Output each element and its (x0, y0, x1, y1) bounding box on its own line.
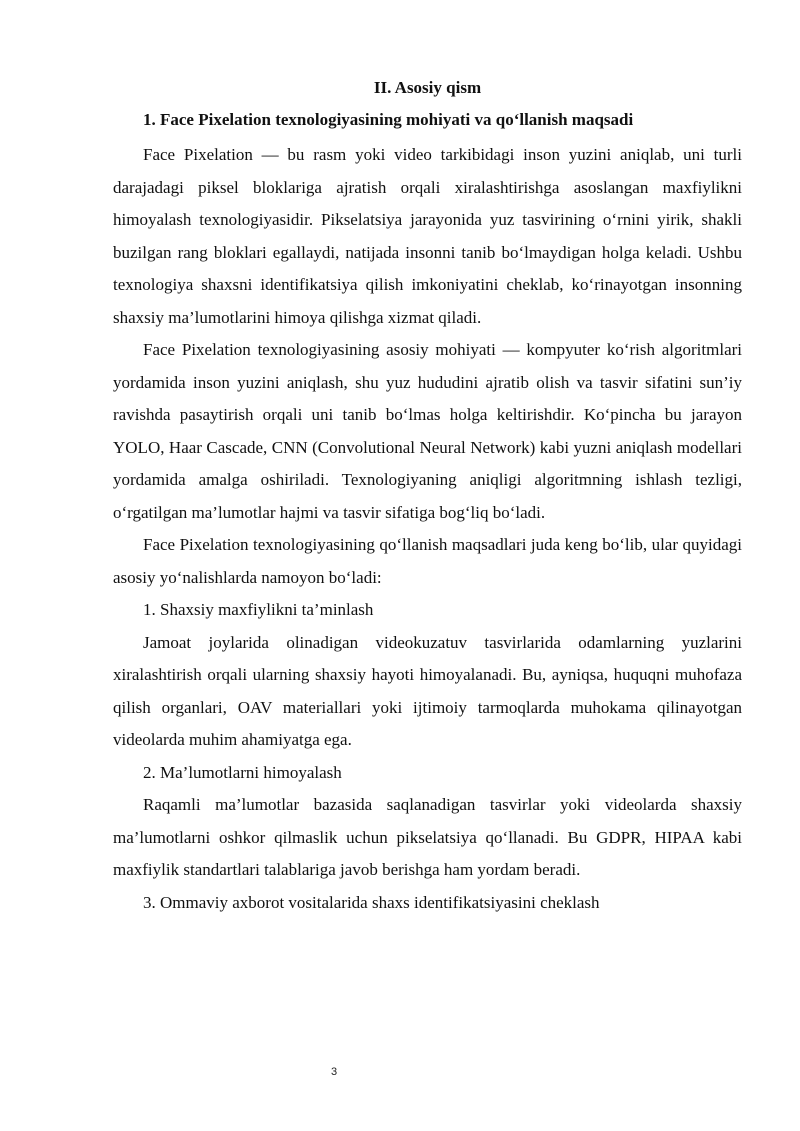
paragraph-essence: Face Pixelation texnologiyasining asosiy mohiyati — kompyuter ko‘rish algoritmlari yordamida inson yuzini aniqlash, shu yuz hududini ajratib olish va tasvir sifatini sun’iy ravishda pasaytirish orqali uni tanib bo‘lmas holga keltirishdir. Ko‘pincha bu jarayon YOLO, Haar Cascade, CNN (Convolutional Neural Network) kabi yuzni aniqlash modellari yordamida amalga oshiriladi. Texnologiyaning aniqligi algoritmning ishlash tezligi, o‘rgatilgan ma’lumotlar hajmi va tasvir sifatiga bog‘liq bo‘ladi. (113, 340, 742, 522)
list-item-media: 3. Ommaviy axborot vositalarida shaxs identifikatsiyasini cheklash (143, 892, 600, 912)
page-number: 3 (331, 1066, 338, 1078)
section-title: II. Asosiy qism (373, 78, 482, 97)
subheading: 1. Face Pixelation texnologiyasining mohiyati va qo‘llanish maqsadi (143, 110, 634, 129)
paragraph-definition: Face Pixelation — bu rasm yoki video tarkibidagi inson yuzini aniqlab, uni turli darajadagi piksel bloklariga ajratish orqali xiralashtirishga asoslangan maxfiylikni himoyalash texnologiyasidir. Pikselatsiya jarayonida yuz tasvirining o‘rnini yirik, shakli buzilgan rang bloklari egallaydi, natijada insonni tanib bo‘lmaydigan holga keladi. Ushbu texnologiya shaxsni identifikatsiya qilish imkoniyatini cheklab, ko‘rinayotgan insonning shaxsiy ma’lumotlarini himoya qilishga xizmat qiladi. (113, 145, 742, 327)
list-item-privacy: 1. Shaxsiy maxfiylikni ta’minlash (143, 600, 374, 619)
paragraph-data-protection: Raqamli ma’lumotlar bazasida saqlanadigan tasvirlar yoki videolarda shaxsiy ma’lumotlarni oshkor qilmaslik uchun pikselatsiya qo‘llanadi. Bu GDPR, HIPAA kabi maxfiylik standartlari talablariga javob berishga ham yordam beradi. (113, 795, 742, 879)
list-item-data-protection: 2. Ma’lumotlarni himoyalash (143, 762, 342, 782)
paragraph-purposes-intro: Face Pixelation texnologiyasining qo‘llanish maqsadlari juda keng bo‘lib, ular quyidagi asosiy yo‘nalishlarda namoyon bo‘ladi: (113, 535, 742, 587)
paragraph-privacy: Jamoat joylarida olinadigan videokuzatuv tasvirlarida odamlarning yuzlarini xiralashtirish orqali ularning shaxsiy hayoti himoyalanadi. Bu, ayniqsa, huquqni muhofaza qilish organlari, OAV materiallari yoki ijtimoiy tarmoqlarda muhokama qilinayotgan videolarda muhim ahamiyatga ega. (113, 632, 742, 749)
document-page (113, 76, 742, 919)
